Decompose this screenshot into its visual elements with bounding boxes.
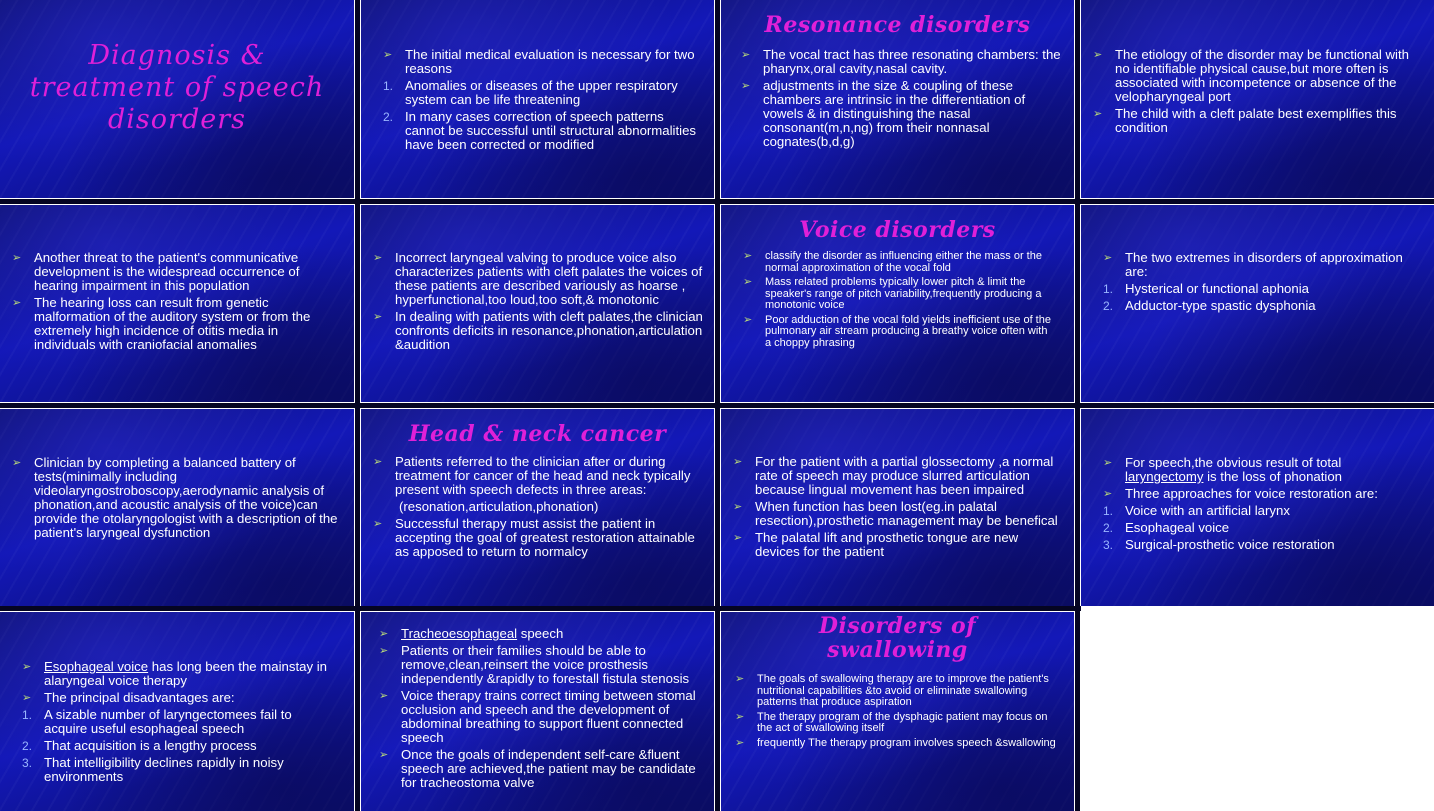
slide-5[interactable] — [0, 205, 354, 402]
slide-10[interactable] — [361, 409, 714, 606]
slide-13[interactable] — [0, 612, 354, 811]
slide-1[interactable] — [0, 0, 354, 198]
list-item: ➢ The initial medical evaluation is necessary for two reasons — [383, 47, 695, 76]
bullet-list — [12, 251, 342, 355]
list-item: ➢ adjustments in the size & coupling of these chambers are intrinsic in the differentiation of vowels & in distinguishing the nasal consonant(m,n,ng) from their nonnasal cognates(b,d,g) — [741, 78, 1026, 149]
slide-title-line-1: Disorders of — [818, 613, 977, 639]
slide-11[interactable] — [721, 409, 1074, 606]
list-item: ➢ The hearing loss can result from genetic malformation of the auditory system or from the extremely high incidence of otitis media in individuals with craniofacial anomalies — [12, 295, 311, 352]
list-item: ➢ The goals of swallowing therapy are to improve the patient's nutritional capabilities &to avoid or eliminate swallowing patterns that produce aspiration — [735, 673, 1049, 708]
row-divider — [0, 606, 1081, 611]
list-item: (resonation,articulation,phonation) — [399, 499, 599, 514]
slide-14[interactable] — [361, 612, 714, 811]
slide-3[interactable] — [721, 0, 1074, 198]
list-item: ➢ The palatal lift and prosthetic tongue are new devices for the patient — [733, 530, 1019, 559]
slide-9[interactable] — [0, 409, 354, 606]
bullet-list — [1103, 251, 1403, 316]
slide-title: Diagnosis & treatment of speech disorders — [29, 40, 325, 135]
list-item: ➢ In dealing with patients with cleft palates,the clinician confronts deficits in resonance,phonation,articulation &audition — [373, 309, 703, 352]
bullet-list — [383, 48, 703, 155]
list-item: ➢ The principal disadvantages are: — [22, 690, 235, 705]
bullet-list — [743, 251, 1055, 352]
list-item: 1. Hysterical or functional aphonia — [1103, 281, 1309, 296]
bullet-list — [373, 455, 705, 562]
bullet-list — [373, 251, 705, 355]
laryngectomy-link[interactable]: laryngectomy — [1125, 469, 1204, 484]
bullet-list — [12, 456, 342, 543]
list-item: ➢ The two extremes in disorders of approximation are: — [1103, 250, 1403, 279]
list-item: ➢ Patients referred to the clinician after or during treatment for cancer of the head and neck typically present with speech defects in three areas: — [373, 454, 691, 497]
list-item: ➢ Clinician by completing a balanced battery of tests(minimally including videolaryngostroboscopy,aerodynamic analysis of phonation,and acoustic analysis of the voice)can provide the otolaryngologist with a description of the patient's laryngeal dysfunction — [12, 455, 338, 540]
list-item: ➢ classify the disorder as influencing either the mass or the normal approximation of the vocal fold — [743, 250, 1042, 274]
slide-12[interactable] — [1081, 409, 1434, 606]
list-item: ➢ Incorrect laryngeal valving to produce voice also characterizes patients with cleft palates the voices of these patients are described variously as hoarse , hyperfunctional,too loud,too soft,& monotonic — [373, 250, 703, 307]
bullet-list — [735, 674, 1059, 752]
list-item: ➢ Another threat to the patient's communicative development is the widespread occurrence of hearing impairment in this population — [12, 250, 300, 293]
bullet-list — [22, 660, 338, 787]
slide-title: Resonance disorders — [764, 12, 1031, 38]
slide-title — [721, 614, 1074, 662]
list-item: 3. Surgical-prosthetic voice restoration — [1103, 537, 1335, 552]
bullet-list — [741, 48, 1067, 152]
list-item: 1. Anomalies or diseases of the upper respiratory system can be life threatening — [383, 78, 678, 107]
column-divider — [715, 0, 720, 811]
slide-title: Head & neck cancer — [408, 421, 667, 447]
list-item: 2. That acquisition is a lengthy process — [22, 738, 257, 753]
slide-4[interactable] — [1081, 0, 1434, 198]
list-item: 2. Esophageal voice — [1103, 520, 1230, 535]
list-item: 2. Adductor-type spastic dysphonia — [1103, 298, 1316, 313]
list-item: ➢ Voice therapy trains correct timing between stomal occlusion and speech and the development of abdominal breathing to support fluent connected speech — [379, 688, 696, 745]
list-item: ➢ Mass related problems typically lower pitch & limit the speaker's range of pitch variability,frequently producing a monotonic voice — [743, 276, 1042, 311]
list-item: 1. Voice with an artificial larynx — [1103, 503, 1290, 518]
esophageal-voice-link[interactable]: Esophageal voice — [44, 659, 149, 674]
list-item: ➢ Three approaches for voice restoration are: — [1103, 486, 1378, 501]
empty-slot — [1081, 612, 1434, 811]
slide-title-line-2: swallowing — [827, 637, 968, 663]
list-item: ➢ Patients or their families should be able to remove,clean,reinsert the voice prosthesis independently &rapidly to forestall fistula stenosis — [379, 643, 690, 686]
column-divider — [355, 0, 360, 811]
list-item: ➢ The therapy program of the dysphagic patient may focus on the act of swallowing itself — [735, 710, 1048, 734]
list-item: ➢ The child with a cleft palate best exemplifies this condition — [1093, 106, 1397, 135]
slide-7[interactable] — [721, 205, 1074, 402]
bullet-list — [733, 455, 1065, 562]
list-item: 1. A sizable number of laryngectomees fail to acquire useful esophageal speech — [22, 707, 292, 736]
list-item: ➢ For speech,the obvious result of total laryngectomy is the loss of phonation — [1103, 455, 1342, 484]
tracheoesophageal-link[interactable]: Tracheoesophageal — [401, 626, 518, 641]
slide-2[interactable] — [361, 0, 714, 198]
list-item: ➢ The etiology of the disorder may be functional with no identifiable physical cause,but more often is associated with incompetence or absence of the velopharyngeal port — [1093, 47, 1409, 104]
list-item: ➢ The vocal tract has three resonating chambers: the pharynx,oral cavity,nasal cavity. — [741, 47, 1061, 76]
slide-6[interactable] — [361, 205, 714, 402]
list-item: ➢ For the patient with a partial glossectomy ,a normal rate of speech may produce slurred articulation because lingual movement has been impaired — [733, 454, 1054, 497]
bullet-list — [1103, 456, 1413, 555]
list-item: ➢ Once the goals of independent self-care &fluent speech are achieved,the patient may be candidate for tracheostoma valve — [379, 747, 696, 790]
list-item: 2. In many cases correction of speech patterns cannot be successful until structural abnormalities have been corrected or modified — [383, 109, 697, 152]
bullet-list — [379, 627, 705, 793]
list-item: 3. That intelligibility declines rapidly in noisy environments — [22, 755, 284, 784]
column-divider — [1075, 0, 1080, 811]
list-item: ➢ When function has been lost(eg.in palatal resection),prosthetic management may be benefical — [733, 499, 1058, 528]
bullet-list — [1093, 48, 1425, 138]
list-item: ➢ Poor adduction of the vocal fold yields inefficient use of the pulmonary air stream producing a breathy voice often with a choppy phrasing — [743, 313, 1051, 349]
list-item: ➢ Successful therapy must assist the patient in accepting the goal of greatest restoration attainable as apposed to return to normalcy — [373, 516, 695, 559]
list-item: ➢ Esophageal voice has long been the mainstay in alaryngeal voice therapy — [22, 659, 327, 688]
slide-8[interactable] — [1081, 205, 1434, 402]
slide-15[interactable] — [721, 612, 1074, 811]
list-item: ➢ frequently The therapy program involves speech &swallowing — [735, 736, 1056, 749]
slide-title: Voice disorders — [799, 217, 996, 243]
list-item: ➢ Tracheoesophageal speech — [379, 626, 564, 641]
